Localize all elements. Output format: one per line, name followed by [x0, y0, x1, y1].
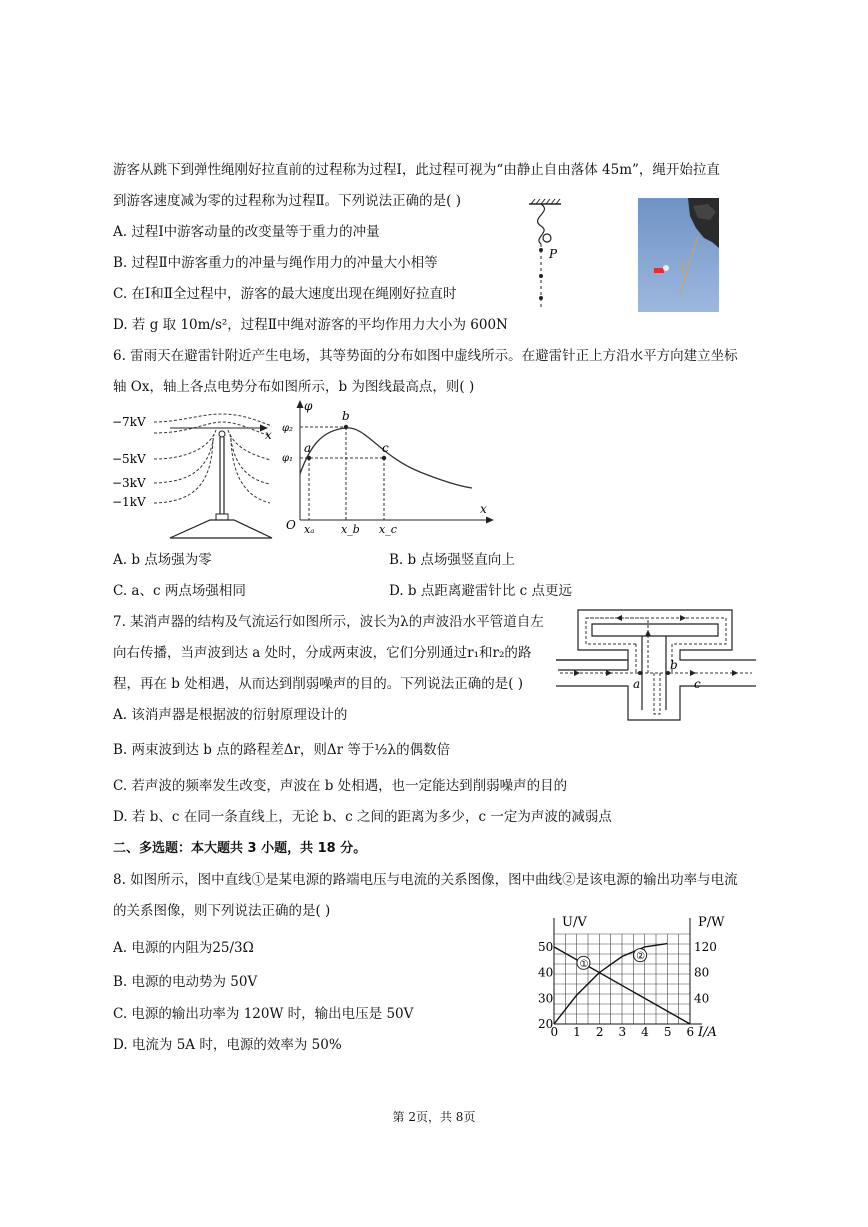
q8-option-c: C. 电源的输出功率为 120W 时，输出电压是 50V	[113, 1006, 414, 1022]
x-tick-label: 4	[641, 1025, 649, 1039]
label-p: P	[549, 247, 558, 261]
q8-line-2: 的关系图像，则下列说法正确的是( )	[113, 903, 331, 919]
q7-line-2: 向右传播，当声波到达 a 处时，分成两束波，它们分别通过r₁和r₂的路	[113, 645, 532, 661]
q7-option-a: A. 该消声器是根据波的衍射原理设计的	[113, 707, 348, 723]
equipotential-label-3kv: −3kV	[112, 476, 146, 490]
bungee-photo	[638, 198, 719, 312]
y2-tick-label: 120	[694, 939, 717, 954]
q7-line-3: 程，再在 b 处相遇，从而达到削弱噪声的目的。下列说法正确的是( )	[113, 676, 524, 692]
q8-option-a: A. 电源的内阻为25/3Ω	[113, 940, 254, 956]
muffler-label-b: b	[670, 658, 678, 672]
equipotential-label-1kv: −1kV	[112, 495, 146, 509]
q6-option-b: B. b 点场强竖直向上	[389, 552, 515, 568]
y-tick-label: 20	[538, 1017, 554, 1031]
y-tick-label: 50	[538, 939, 554, 954]
potential-point-c: c	[382, 441, 389, 455]
page-footer: 第 2页，共 8页	[392, 1110, 476, 1124]
y2-axis-label: P/W	[698, 915, 725, 930]
potential-tick-xb: x_b	[341, 523, 360, 536]
potential-x-axis-label: x	[480, 502, 487, 516]
potential-graph	[280, 396, 500, 542]
potential-origin-label: O	[286, 518, 296, 532]
q8-option-d: D. 电流为 5A 时，电源的效率为 50%	[113, 1037, 342, 1053]
potential-tick-phi2: φ₂	[282, 423, 294, 434]
potential-tick-xc: x_c	[379, 523, 397, 536]
q7-line-1: 7. 某消声器的结构及气流运行如图所示，波长为λ的声波沿水平管道自左	[113, 614, 544, 630]
y-tick-label: 40	[538, 965, 554, 980]
muffler-figure	[556, 606, 756, 724]
q5-option-b: B. 过程Ⅱ中游客重力的冲量与绳作用力的冲量大小相等	[113, 255, 438, 271]
muffler-label-c: c	[694, 677, 701, 691]
power-voltage-chart	[530, 910, 760, 1040]
potential-point-b: b	[342, 409, 350, 423]
q6-line-1: 6. 雷雨天在避雷针附近产生电场，其等势面的分布如图中虚线所示。在避雷针正上方沿水平方向建立坐标	[113, 348, 738, 364]
q5-line-2: 到游客速度减为零的过程称为过程Ⅱ。下列说法正确的是( )	[113, 193, 461, 209]
q8-line-1: 8. 如图所示，图中直线①是某电源的路端电压与电流的关系图像，图中曲线②是该电源的输出功率与电流	[113, 872, 738, 888]
x-tick-label: 5	[663, 1025, 672, 1039]
q7-option-c: C. 若声波的频率发生改变，声波在 b 处相遇，也一定能达到削弱噪声的目的	[113, 778, 568, 794]
potential-point-a: a	[304, 441, 312, 455]
x-tick-label: 3	[618, 1025, 627, 1039]
q5-option-d: D. 若 g 取 10m/s²，过程Ⅱ中绳对游客的平均作用力大小为 600N	[113, 317, 508, 333]
q6-option-a: A. b 点场强为零	[113, 552, 212, 568]
muffler-label-a: a	[633, 677, 641, 691]
equipotential-label-5kv: −5kV	[112, 452, 146, 466]
equipotential-label-7kv: −7kV	[112, 415, 146, 429]
equipotential-figure	[110, 402, 285, 542]
chart-grid	[554, 934, 690, 1024]
q5-line-1: 游客从跳下到弹性绳刚好拉直前的过程称为过程Ⅰ，此过程可视为“由静止自由落体 45m”，绳开始拉直	[113, 162, 720, 178]
series-label-1: ①	[579, 958, 589, 970]
q7-option-d: D. 若 b、c 在同一条直线上，无论 b、c 之间的距离为多少，c 一定为声波的减弱点	[113, 809, 612, 825]
y2-tick-label: 40	[694, 991, 710, 1006]
x-tick-label: 2	[595, 1025, 604, 1039]
y-tick-label: 30	[538, 991, 554, 1006]
x-axis-label: I/A	[698, 1025, 717, 1040]
q6-option-d: D. b 点距离避雷针比 c 点更远	[389, 583, 573, 599]
q7-option-b: B. 两束波到达 b 点的路程差Δr，则Δr 等于½λ的偶数倍	[113, 742, 451, 758]
potential-y-axis-label: φ	[304, 399, 313, 413]
q5-option-c: C. 在Ⅰ和Ⅱ全过程中，游客的最大速度出现在绳刚好拉直时	[113, 286, 457, 302]
x-tick-label: 0	[550, 1025, 559, 1039]
q6-line-2: 轴 Ox，轴上各点电势分布如图所示，b 为图线最高点，则( )	[113, 379, 475, 395]
q6-option-c: C. a、c 两点场强相同	[113, 583, 246, 599]
y2-tick-label: 80	[694, 965, 710, 980]
bungee-sketch-figure	[525, 198, 585, 313]
series-label-2: ②	[636, 951, 646, 963]
section-2-heading: 二、多选题：本大题共 3 小题，共 18 分。	[113, 841, 367, 856]
equipotential-axis-x: x	[265, 428, 272, 442]
y-axis-label: U/V	[562, 915, 587, 930]
potential-tick-xa: xₐ	[304, 523, 315, 536]
q8-option-b: B. 电源的电动势为 50V	[113, 974, 258, 990]
x-tick-label: 1	[573, 1025, 581, 1039]
potential-tick-phi1: φ₁	[282, 453, 294, 464]
q5-option-a: A. 过程Ⅰ中游客动量的改变量等于重力的冲量	[113, 224, 380, 240]
x-tick-label: 6	[686, 1025, 695, 1039]
